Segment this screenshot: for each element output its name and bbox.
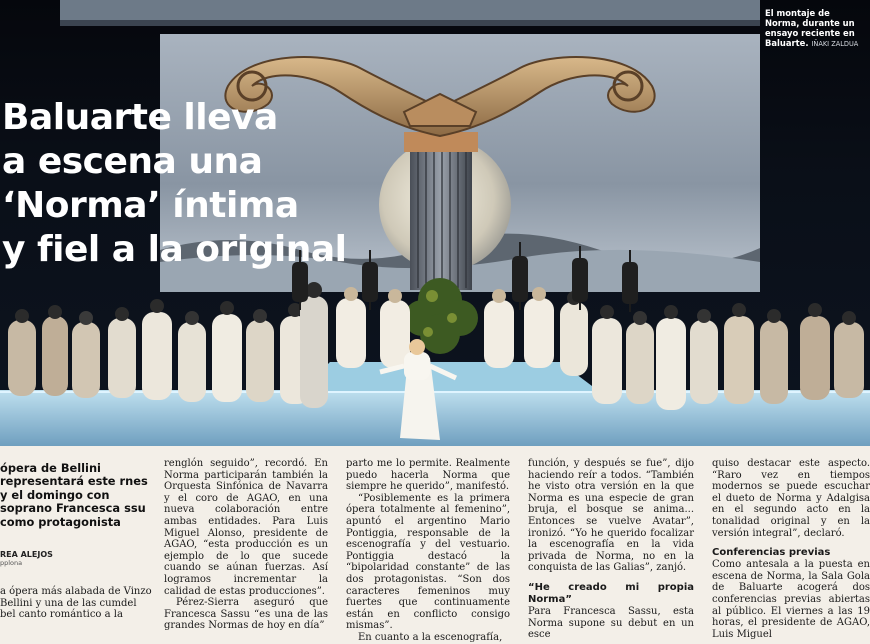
column-5-subheading: Conferencias previas (712, 547, 831, 559)
photo-credit: IÑAKI ZALDUA (811, 40, 859, 48)
column-3-paragraph: “Posiblemente es la primera ópera totalmente al femenino”, apuntó el argentino Mario Pontiggia, responsable de la escenografía y del vestuario. Pontiggia destacó la “bipolaridad constante” de las dos protagonistas. “Son dos caracteres femeninos muy fuertes que continuamente están en conflicto consigo mismas”. (346, 492, 510, 632)
column-3-paragraph: En cuanto a la escenografía, (358, 631, 503, 643)
byline-author: REA ALEJOS (0, 550, 53, 559)
column-4-subheading: “He creado mi propia Norma” (528, 581, 694, 605)
headline (2, 96, 362, 272)
column-3 (346, 458, 510, 643)
column-2 (164, 458, 328, 632)
headline-line-4: y fiel a la original (2, 229, 347, 270)
headline-line-3: ‘Norma’ íntima (2, 185, 299, 226)
column-2-paragraph: renglón seguido”, recordó. En Norma participarán también la Orquesta Sinfónica de Navarra y el coro de AGAO, en una nueva colaboración entre ambas entidades. Para Luis Miguel Alonso, presidente de AGAO, “esta producción es un ejemplo de lo que sucede cuando se aúnan fuerzas. Así logramos incrementar la calidad de estas producciones”. (164, 458, 328, 597)
column-3-paragraph: parto me lo permite. Realmente puedo hacerla Norma que siempre he querido”, manifestó. (346, 458, 510, 493)
column-5-paragraph: Como antesala a la puesta en escena de Norma, la Sala Gola de Baluarte acogerá dos conferencias previas abiertas al público. El viernes a las 19 horas, el presidente de AGAO, Luis Miguel (712, 559, 870, 640)
column-1-text: a ópera más alabada de Vinzo Bellini y una de las cumdel bel canto romántico a la (0, 586, 152, 621)
column-4-paragraph: Para Francesca Sassu, esta Norma supone su debut en un esce (528, 605, 694, 641)
photo-caption (765, 8, 865, 49)
column-5 (712, 458, 870, 640)
column-4 (528, 458, 694, 641)
column-4-paragraph: función, y después se fue”, dijo haciendo reír a todos. “También he visto otra versión en la que Norma es una especie de gran bruja, el bosque se anima... Entonces se vuelve Avatar”, ironizó. “Yo he querido focalizar la escenografía en la vida privada de Norma, no en la conquista de las Galias”, zanjó. (528, 458, 694, 574)
byline-place: pplona (0, 559, 23, 567)
headline-line-2: a escena una (2, 141, 263, 182)
headline-line-1: Baluarte lleva (2, 97, 278, 138)
article-lede: ópera de Bellini representará este rnes y el domingo con soprano Francesca ssu como protagonista (0, 461, 148, 529)
column-5-paragraph: quiso destacar este aspecto. “Raro vez en tiempos modernos se puede escuchar el dueto de Norma y Adalgisa en el segundo acto en la tonalidad original y en la versión integral”, declaró. (712, 458, 870, 539)
article-body (0, 446, 870, 643)
caption-text: El montaje de Norma, durante un ensayo reciente en Baluarte. (765, 8, 855, 48)
column-2-paragraph: Pérez-Sierra aseguró que Francesca Sassu “es una de las grandes Normas de hoy en día” (164, 597, 328, 632)
